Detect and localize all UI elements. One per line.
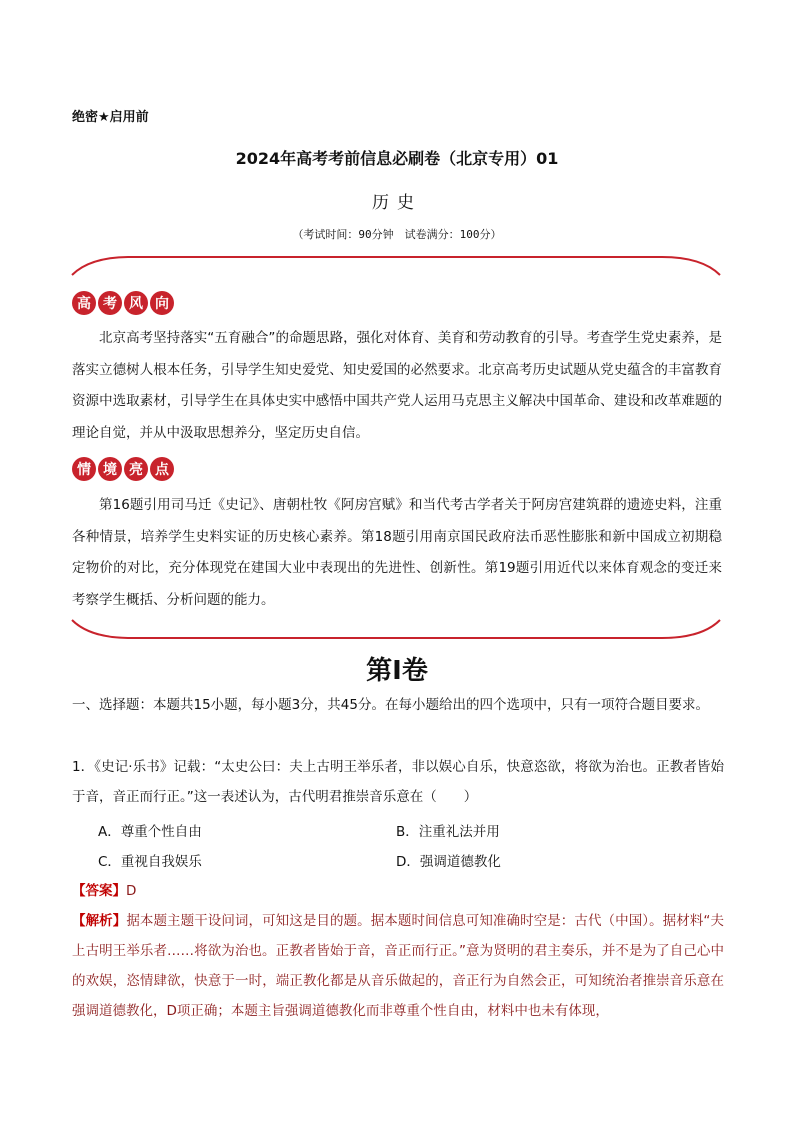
- badge-char: 境: [98, 457, 122, 481]
- badge-char: 风: [124, 291, 148, 315]
- answer-line: [72, 876, 724, 906]
- badge-char: 情: [72, 457, 96, 481]
- exam-trend-paragraph: 北京高考坚持落实“五育融合”的命题思路，强化对体育、美育和劳动教育的引导。考查学生党史素养，是落实立德树人根本任务，引导学生知史爱党、知史爱国的必然要求。北京高考历史试题从党史蕴含的丰富教育资源中选取素材，引导学生在具体史实中感悟中国共产党人运用马克思主义解决中国革命、建设和改革难题的理论自觉，并从中汲取思想养分，坚定历史自信。: [72, 330, 722, 441]
- analysis-label: 【解析】: [72, 913, 127, 929]
- badge-char: 向: [150, 291, 174, 315]
- volume-title: 第I卷: [366, 656, 428, 686]
- option-c: C．重视自我娱乐: [98, 854, 202, 870]
- badge-char: 亮: [124, 457, 148, 481]
- exam-title: 2024年高考考前信息必刷卷（北京专用）01: [235, 149, 559, 168]
- badge-context-highlights: [72, 457, 174, 481]
- question-1-text: 1．《史记·乐书》记载：“太史公曰：夫上古明王举乐者，非以娱心自乐，快意恣欲，将欲为治也。正教者皆始于音，音正而行正。”这一表述认为，古代明君推崇音乐意在（ ）: [72, 759, 724, 805]
- secret-label: 绝密★启用前: [72, 110, 149, 125]
- context-highlights-paragraph: 第16题引用司马迁《史记》、唐朝杜牧《阿房宫赋》和当代考古学者关于阿房宫建筑群的遗迹史料，注重各种情景，培养学生史料实证的历史核心素养。第18题引用南京国民政府法币恶性膨胀和新中国成立初期稳定物价的对比，充分体现党在建国大业中表现出的先进性、创新性。第19题引用近代以来体育观念的变迁来考察学生概括、分析问题的能力。: [72, 497, 722, 608]
- subject-title: 历史: [372, 193, 422, 213]
- analysis-text: 据本题主题干设问词，可知这是目的题。据本题时间信息可知准确时空是：古代（中国）。据材料“夫上古明王举乐者……将欲为治也。正教者皆始于音，音正而行正。”意为贤明的君主奏乐，并不是为了自己心中的欢娱，恣情肆欲，快意于一时，端正教化都是从音乐做起的，音正行为自然会正，可知统治者推崇音乐意在强调道德教化，D项正确；本题主旨强调道德教化而非尊重个性自由，材料中也未有体现，: [72, 913, 724, 1019]
- badge-char: 点: [150, 457, 174, 481]
- analysis-block: [72, 906, 724, 1026]
- badge-char: 高: [72, 291, 96, 315]
- option-d: D．强调道德教化: [396, 854, 501, 870]
- badge-char: 考: [98, 291, 122, 315]
- badge-exam-trend: [72, 291, 174, 315]
- question-1-stem: [72, 752, 724, 812]
- exam-time-info: （考试时间：90分钟 试卷满分：100分）: [292, 228, 502, 241]
- section-instructions: 一、选择题：本题共15小题，每小题3分，共45分。在每小题给出的四个选项中，只有一项符合题目要求。: [72, 697, 709, 713]
- answer-label: 【答案】: [72, 883, 126, 899]
- answer-value: D: [126, 883, 137, 899]
- option-b: B．注重礼法并用: [396, 824, 500, 840]
- option-a: A．尊重个性自由: [98, 824, 202, 840]
